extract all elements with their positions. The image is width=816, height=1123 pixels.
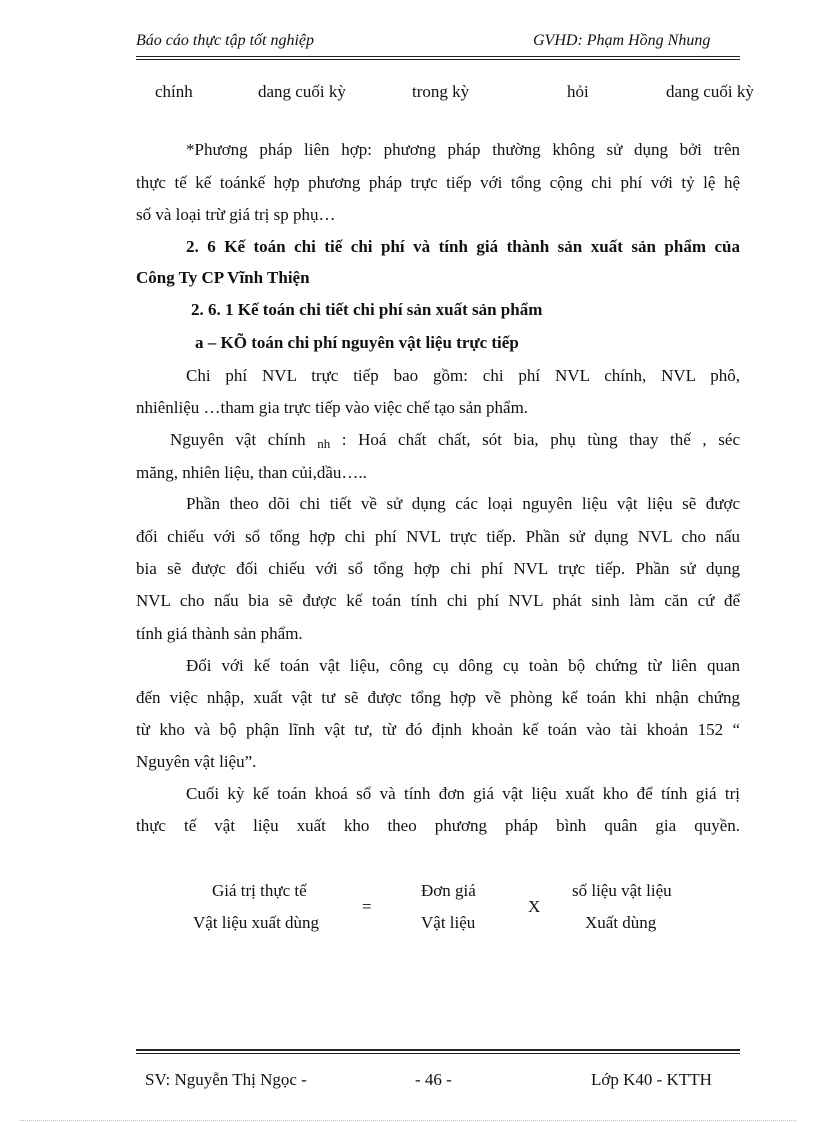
footer-rule [136,1049,740,1051]
footer-page-number: - 46 - [415,1070,452,1089]
section-heading-line2: Công Ty CP Vĩnh Thiện [136,268,310,287]
para4-line1: Phần theo dõi chi tiết về sử dụng các loại nguyên liệu vật liệu sẽ được [186,494,740,513]
formula-lhs-top: Giá trị thực tế [212,881,307,900]
formula-rhs-bottom: Xuất dùng [585,913,657,932]
para5-line2: đến việc nhập, xuất vật tư sẽ được tổng hợp về phòng kế toán khi nhận chứng [136,688,740,707]
section-heading-line1: 2. 6 Kế toán chi tiế chi phí và tính giá thành sản xuất sản phẩm của [186,237,740,256]
para1-line2: thực tế kế toánkế hợp phương pháp trực tiếp với tổng cộng chi phí với tỷ lệ hệ [136,173,740,192]
para2-line2: nhiênliệu …tham gia trực tiếp vào việc chế tạo sản phẩm. [136,398,529,417]
table-cell: trong kỳ [412,82,470,101]
para6-line1: Cuối kỳ kế toán khoá sổ và tính đơn giá vật liệu xuất kho để tính giá trị [186,784,740,803]
formula-mid-bottom: Vật liệu [421,913,476,932]
para6-line2: thực tế vật liệu xuất kho theo phương pháp bình quân gia quyền. [136,816,740,835]
para4-line3: bia sẽ được đối chiếu với sổ tổng hợp chi phí NVL trực tiếp. Phần sử dụng [136,559,740,578]
footer-student: SV: Nguyễn Thị Ngọc - [145,1070,307,1089]
para1-line1: *Phương pháp liên hợp: phương pháp thường không sử dụng bởi trên [186,140,740,159]
formula-mid-top: Đơn giá [421,881,476,900]
table-cell: dang cuối kỳ [258,82,346,101]
para3-line1 [170,430,740,450]
para3-text-b: : Hoá chất chất, sót bia, phụ tùng thay thế , séc [330,430,740,449]
header-rule [136,56,740,57]
header-rule-2 [136,59,740,60]
footer-class: Lớp K40 - KTTH [591,1070,712,1089]
header-right: GVHD: Phạm Hồng Nhung [533,32,711,49]
para1-line3: số và loại trừ giá trị sp phụ… [136,205,336,224]
formula-times: X [528,897,541,916]
table-cell: chính [155,82,193,101]
para5-line4: Nguyên vật liệu”. [136,752,257,771]
subsubsection-heading: a – KÕ toán chi phí nguyên vật liệu trực tiếp [195,333,519,352]
para5-line3: từ kho và bộ phận lĩnh vật tư, từ đó định khoản kế toán vào tài khoản 152 “ [136,720,740,739]
table-cell: dang cuối kỳ [666,82,754,101]
para3-text-a: Nguyên vật chính [170,430,306,449]
formula-rhs-top: số liệu vật liệu [572,881,672,900]
para2-line1: Chi phí NVL trực tiếp bao gồm: chi phí NVL chính, NVL phô, [186,366,740,385]
page-edge-divider [20,1120,796,1121]
table-cell: hỏi [567,82,589,101]
header-left: Báo cáo thực tập tốt nghiệp [136,32,315,49]
para4-line2: đối chiếu với sổ tổng hợp chi phí NVL trực tiếp. Phần sử dụng NVL cho nấu [136,527,740,546]
para3-line2: măng, nhiên liệu, than củi,dầu….. [136,463,367,482]
para4-line5: tính giá thành sản phẩm. [136,624,303,643]
para3-subscript: nh [317,436,331,451]
footer-rule-2 [136,1053,740,1054]
formula-lhs-bottom: Vật liệu xuất dùng [193,913,320,932]
subsection-heading: 2. 6. 1 Kế toán chi tiết chi phí sản xuất sản phẩm [191,300,543,319]
formula-equals: = [362,897,372,916]
para4-line4: NVL cho nấu bia sẽ được kế toán tính chi phí NVL phát sinh làm căn cứ để [136,591,740,610]
para5-line1: Đối với kế toán vật liệu, công cụ dông cụ toàn bộ chứng từ liên quan [186,656,740,675]
